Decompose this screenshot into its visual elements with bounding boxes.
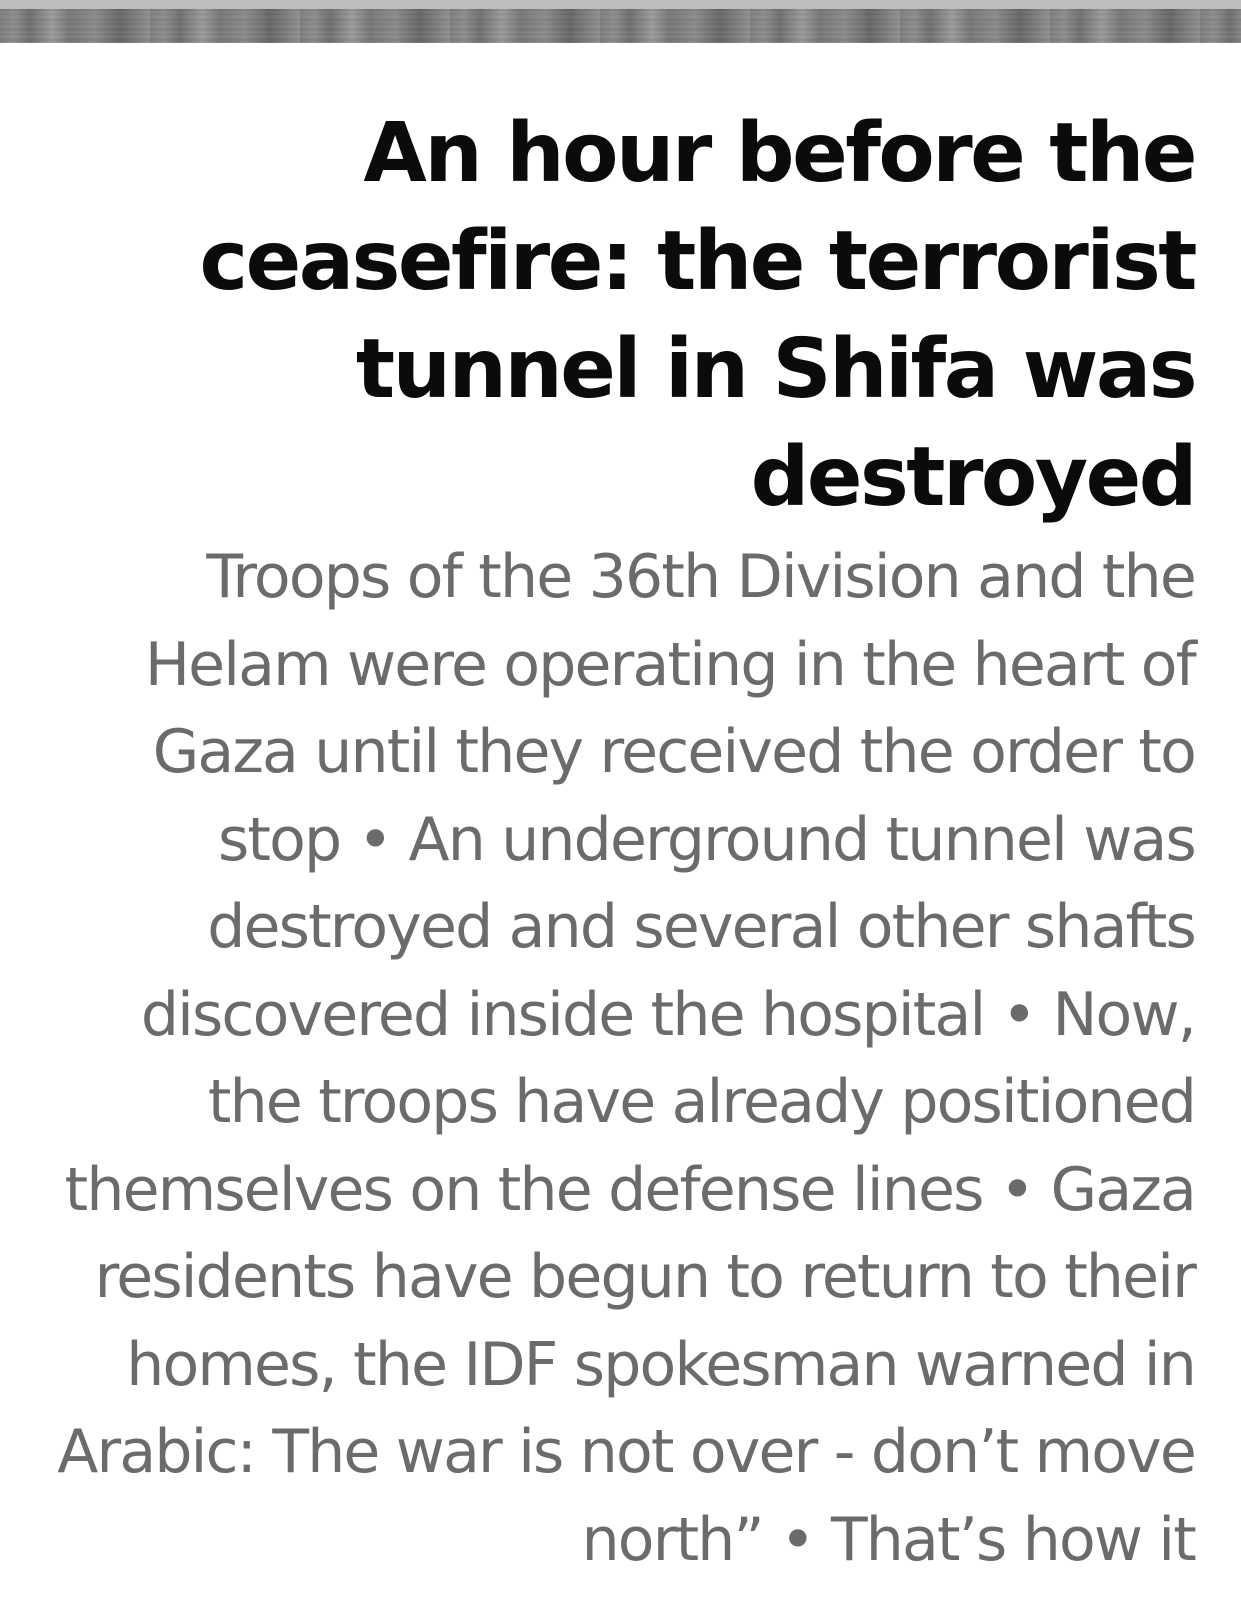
top-photo-strip xyxy=(0,0,1241,43)
subhead: Troops of the 36th Division and the Helam were operating in the heart of Gaza until they received the order to stop • An underground tunnel was destroyed and several other shafts discovered inside the hospital • Now, the troops have already positioned themselves on the defense lines • Gaza residents have begun to return to their homes, the IDF spokesman warned in Arabic: The war is not over - don’t move north” • That’s how it xyxy=(57,542,1195,1575)
headline: An hour before the ceasefire: the terrorist tunnel in Shifa was destroyed xyxy=(199,106,1195,525)
article xyxy=(40,100,1195,1584)
